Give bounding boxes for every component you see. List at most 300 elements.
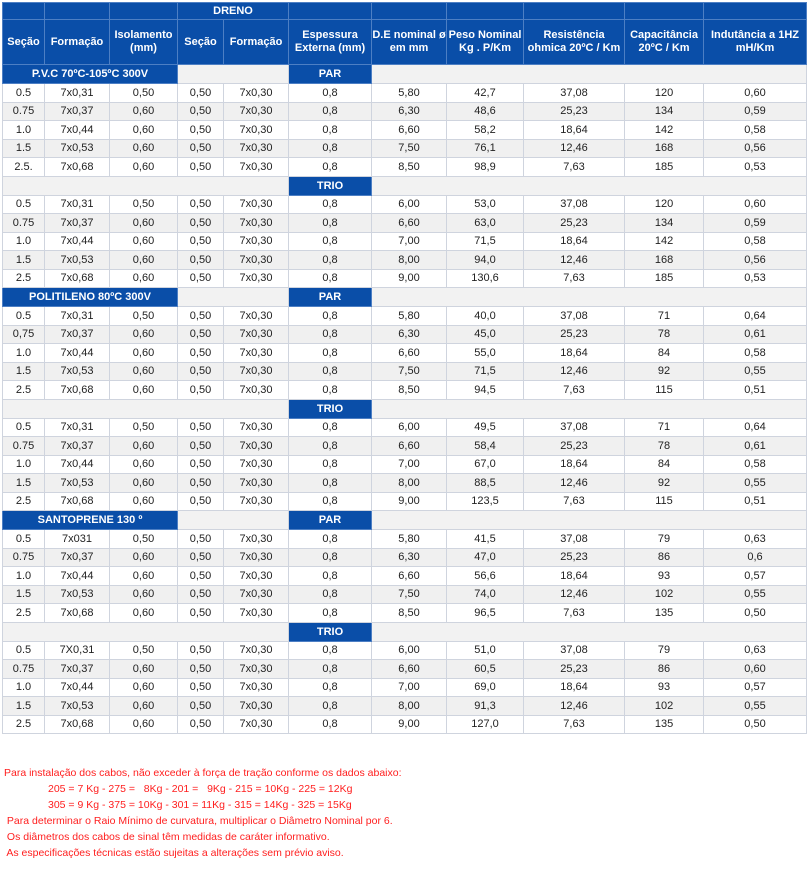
table-cell: 37,08 (524, 84, 625, 103)
table-cell: 1.0 (3, 344, 45, 363)
table-row (3, 307, 807, 326)
table-cell: 0,50 (110, 195, 178, 214)
table-cell: 1.5 (3, 474, 45, 493)
table-cell: 7x0,68 (45, 381, 110, 400)
table-cell: 0,60 (110, 715, 178, 734)
table-cell: 18,64 (524, 455, 625, 474)
group-label: TRIO (289, 399, 372, 418)
table-cell: 25,23 (524, 102, 625, 121)
table-cell: 51,0 (447, 641, 524, 660)
table-cell: 7x0,30 (224, 474, 289, 493)
section-blank (372, 511, 807, 530)
table-cell: 7x0,30 (224, 604, 289, 623)
table-cell: 9,00 (372, 715, 447, 734)
table-cell: 7x0,44 (45, 455, 110, 474)
table-cell: 0,60 (110, 214, 178, 233)
table-cell: 5,80 (372, 84, 447, 103)
table-cell: 0.75 (3, 437, 45, 456)
table-cell: 25,23 (524, 660, 625, 679)
table-row (3, 158, 807, 177)
table-cell: 7x0,37 (45, 548, 110, 567)
table-cell: 0,60 (110, 269, 178, 288)
table-cell: 7X0,31 (45, 641, 110, 660)
table-cell: 40,0 (447, 307, 524, 326)
table-cell: 0.75 (3, 214, 45, 233)
table-cell: 0,51 (704, 492, 807, 511)
table-cell: 0,50 (110, 530, 178, 549)
table-cell: 18,64 (524, 567, 625, 586)
table-cell: 0,50 (178, 660, 224, 679)
section-blank (3, 399, 289, 418)
table-row (3, 567, 807, 586)
table-cell: 0,8 (289, 381, 372, 400)
table-cell: 7x0,30 (224, 269, 289, 288)
table-cell: 7x0,30 (224, 307, 289, 326)
table-cell: 0.75 (3, 548, 45, 567)
table-cell: 0,50 (178, 214, 224, 233)
table-row (3, 344, 807, 363)
section-row (3, 622, 807, 641)
table-cell: 0,8 (289, 604, 372, 623)
table-cell: 2.5 (3, 269, 45, 288)
table-cell: 63,0 (447, 214, 524, 233)
table-cell: 0,50 (178, 418, 224, 437)
table-cell: 74,0 (447, 585, 524, 604)
table-cell: 0,8 (289, 697, 372, 716)
table-cell: 71 (625, 418, 704, 437)
table-cell: 0,57 (704, 567, 807, 586)
table-cell: 0,50 (110, 641, 178, 660)
section-blank (372, 65, 807, 84)
table-cell: 7,00 (372, 455, 447, 474)
table-cell: 47,0 (447, 548, 524, 567)
table-cell: 2.5 (3, 492, 45, 511)
table-row (3, 697, 807, 716)
table-cell: 0.5 (3, 641, 45, 660)
installation-notes (4, 765, 804, 861)
table-cell: 0,60 (110, 678, 178, 697)
table-cell: 7x0,53 (45, 251, 110, 270)
table-cell: 0,60 (110, 344, 178, 363)
table-cell: 92 (625, 474, 704, 493)
table-cell: 0,60 (110, 381, 178, 400)
table-cell: 7x0,30 (224, 362, 289, 381)
table-cell: 0,60 (110, 697, 178, 716)
table-cell: 0,8 (289, 418, 372, 437)
table-cell: 7x0,30 (224, 715, 289, 734)
table-row (3, 418, 807, 437)
table-cell: 12,46 (524, 474, 625, 493)
table-cell: 8,50 (372, 381, 447, 400)
table-cell: 0,50 (178, 344, 224, 363)
table-cell: 6,00 (372, 641, 447, 660)
table-cell: 6,00 (372, 418, 447, 437)
table-cell: 0,50 (110, 418, 178, 437)
table-cell: 7x0,37 (45, 437, 110, 456)
table-cell: 7x0,30 (224, 139, 289, 158)
table-cell: 12,46 (524, 585, 625, 604)
table-cell: 7x0,44 (45, 121, 110, 140)
table-cell: 6,60 (372, 437, 447, 456)
table-cell: 1.0 (3, 678, 45, 697)
table-cell: 1.5 (3, 139, 45, 158)
table-cell: 0.5 (3, 195, 45, 214)
table-cell: 86 (625, 548, 704, 567)
table-cell: 78 (625, 325, 704, 344)
table-cell: 0,50 (178, 492, 224, 511)
note-bend-radius: Para determinar o Raio Mínimo de curvatura, multiplicar o Diâmetro Nominal por 6. (4, 815, 393, 827)
table-cell: 7,63 (524, 269, 625, 288)
table-cell: 0.5 (3, 418, 45, 437)
table-cell: 0,60 (110, 121, 178, 140)
header-blank-left (3, 3, 45, 20)
table-row (3, 715, 807, 734)
table-cell: 7x0,30 (224, 548, 289, 567)
table-cell: 7x0,44 (45, 678, 110, 697)
table-cell: 41,5 (447, 530, 524, 549)
table-row (3, 84, 807, 103)
table-cell: 0,8 (289, 102, 372, 121)
table-cell: 9,00 (372, 492, 447, 511)
table-cell: 0,61 (704, 325, 807, 344)
table-cell: 7,63 (524, 715, 625, 734)
table-cell: 58,4 (447, 437, 524, 456)
section-blank (178, 65, 289, 84)
table-cell: 98,9 (447, 158, 524, 177)
section-blank (372, 288, 807, 307)
table-row (3, 121, 807, 140)
table-cell: 7,50 (372, 139, 447, 158)
cable-spec-table (2, 2, 807, 734)
table-cell: 0,8 (289, 269, 372, 288)
table-cell: 78 (625, 437, 704, 456)
table-cell: 1.0 (3, 455, 45, 474)
table-cell: 0,8 (289, 232, 372, 251)
material-label: SANTOPRENE 130 º (3, 511, 178, 530)
table-cell: 7,50 (372, 585, 447, 604)
table-row (3, 269, 807, 288)
table-cell: 0,60 (110, 474, 178, 493)
table-cell: 6,60 (372, 344, 447, 363)
table-cell: 7,63 (524, 492, 625, 511)
table-row (3, 362, 807, 381)
table-cell: 25,23 (524, 548, 625, 567)
table-cell: 7x0,30 (224, 232, 289, 251)
col-header-indutancia: Indutância a 1HZ mH/Km (704, 20, 807, 65)
table-row (3, 437, 807, 456)
table-cell: 7x0,30 (224, 158, 289, 177)
table-cell: 49,5 (447, 418, 524, 437)
table-cell: 0,8 (289, 139, 372, 158)
table-cell: 0,8 (289, 195, 372, 214)
table-row (3, 678, 807, 697)
header-blank-right (447, 3, 524, 20)
table-row (3, 474, 807, 493)
table-cell: 7x0,37 (45, 325, 110, 344)
header-blank-right (524, 3, 625, 20)
table-cell: 1.0 (3, 567, 45, 586)
table-cell: 7x0,30 (224, 641, 289, 660)
table-cell: 7x0,30 (224, 325, 289, 344)
header-dreno: DRENO (178, 3, 289, 20)
table-cell: 127,0 (447, 715, 524, 734)
table-cell: 168 (625, 139, 704, 158)
table-cell: 0,8 (289, 214, 372, 233)
table-cell: 0,60 (110, 362, 178, 381)
table-cell: 91,3 (447, 697, 524, 716)
table-cell: 1.5 (3, 585, 45, 604)
table-cell: 0.5 (3, 530, 45, 549)
table-cell: 7x0,68 (45, 492, 110, 511)
table-cell: 185 (625, 158, 704, 177)
table-cell: 0,8 (289, 84, 372, 103)
table-cell: 18,64 (524, 678, 625, 697)
table-cell: 7,63 (524, 158, 625, 177)
table-cell: 130,6 (447, 269, 524, 288)
table-row (3, 102, 807, 121)
table-cell: 7x0,30 (224, 678, 289, 697)
table-cell: 12,46 (524, 139, 625, 158)
header-blank-right (704, 3, 807, 20)
table-cell: 25,23 (524, 214, 625, 233)
table-cell: 8,00 (372, 251, 447, 270)
table-cell: 7x0,31 (45, 418, 110, 437)
section-blank (372, 399, 807, 418)
table-cell: 88,5 (447, 474, 524, 493)
table-cell: 0,58 (704, 344, 807, 363)
table-cell: 6,60 (372, 567, 447, 586)
section-blank (3, 176, 289, 195)
table-cell: 7x0,30 (224, 195, 289, 214)
table-cell: 6,30 (372, 548, 447, 567)
table-cell: 92 (625, 362, 704, 381)
table-cell: 0,50 (178, 455, 224, 474)
table-cell: 0,8 (289, 455, 372, 474)
table-cell: 79 (625, 530, 704, 549)
table-cell: 0,50 (178, 139, 224, 158)
table-cell: 7x0,31 (45, 307, 110, 326)
table-cell: 0,8 (289, 530, 372, 549)
table-cell: 102 (625, 585, 704, 604)
col-header-espessura: Espessura Externa (mm) (289, 20, 372, 65)
header-blank-right (372, 3, 447, 20)
table-row (3, 641, 807, 660)
table-cell: 0,60 (110, 158, 178, 177)
table-cell: 0,50 (178, 641, 224, 660)
table-cell: 0,8 (289, 437, 372, 456)
table-cell: 7x0,44 (45, 567, 110, 586)
table-cell: 0,50 (178, 232, 224, 251)
table-cell: 7,00 (372, 678, 447, 697)
table-cell: 0,56 (704, 139, 807, 158)
table-cell: 7x0,30 (224, 585, 289, 604)
section-row (3, 511, 807, 530)
table-cell: 0,60 (704, 195, 807, 214)
table-cell: 0,8 (289, 715, 372, 734)
table-cell: 12,46 (524, 251, 625, 270)
table-cell: 0,8 (289, 641, 372, 660)
table-cell: 0,60 (704, 84, 807, 103)
table-cell: 102 (625, 697, 704, 716)
table-cell: 7x0,44 (45, 344, 110, 363)
table-cell: 6,30 (372, 325, 447, 344)
table-cell: 5,80 (372, 530, 447, 549)
table-cell: 1.5 (3, 697, 45, 716)
table-cell: 8,50 (372, 158, 447, 177)
table-cell: 42,7 (447, 84, 524, 103)
table-cell: 96,5 (447, 604, 524, 623)
table-cell: 8,00 (372, 697, 447, 716)
table-row (3, 214, 807, 233)
table-cell: 0,64 (704, 418, 807, 437)
table-cell: 0,60 (110, 660, 178, 679)
table-cell: 7x0,31 (45, 195, 110, 214)
table-cell: 7x0,68 (45, 158, 110, 177)
table-cell: 60,5 (447, 660, 524, 679)
header-blank-left (110, 3, 178, 20)
table-row (3, 232, 807, 251)
col-header-resistencia: Resistência ohmica 20ºC / Km (524, 20, 625, 65)
note-traction-values-1: 205 = 7 Kg - 275 = 8Kg - 201 = 9Kg - 215 = 10Kg - 225 = 12Kg (48, 783, 353, 795)
table-cell: 2.5. (3, 158, 45, 177)
section-blank (372, 176, 807, 195)
table-row (3, 585, 807, 604)
table-cell: 93 (625, 567, 704, 586)
note-diameters: Os diâmetros dos cabos de sinal têm medidas de caráter informativo. (4, 831, 330, 843)
table-cell: 7x0,30 (224, 660, 289, 679)
table-cell: 2.5 (3, 604, 45, 623)
table-cell: 0,8 (289, 307, 372, 326)
table-cell: 0,50 (178, 715, 224, 734)
table-cell: 0.75 (3, 660, 45, 679)
table-cell: 0,57 (704, 678, 807, 697)
table-cell: 7x0,53 (45, 697, 110, 716)
table-cell: 7,63 (524, 604, 625, 623)
table-cell: 0,53 (704, 269, 807, 288)
table-cell: 7x0,30 (224, 530, 289, 549)
table-cell: 120 (625, 195, 704, 214)
table-cell: 7x0,30 (224, 102, 289, 121)
table-cell: 0,55 (704, 362, 807, 381)
table-cell: 0,50 (178, 567, 224, 586)
table-cell: 0,55 (704, 585, 807, 604)
table-cell: 0,60 (110, 139, 178, 158)
table-cell: 7x0,68 (45, 269, 110, 288)
section-blank (372, 622, 807, 641)
table-cell: 0,58 (704, 121, 807, 140)
table-cell: 0,8 (289, 585, 372, 604)
table-cell: 0,60 (110, 232, 178, 251)
table-cell: 7x0,30 (224, 437, 289, 456)
table-cell: 135 (625, 604, 704, 623)
col-header-dreno-secao: Seção (178, 20, 224, 65)
table-cell: 7x0,37 (45, 102, 110, 121)
table-cell: 7x0,30 (224, 251, 289, 270)
table-cell: 94,0 (447, 251, 524, 270)
table-row (3, 251, 807, 270)
table-cell: 2.5 (3, 715, 45, 734)
table-cell: 37,08 (524, 307, 625, 326)
table-cell: 0,8 (289, 251, 372, 270)
table-cell: 0,50 (178, 251, 224, 270)
table-cell: 2.5 (3, 381, 45, 400)
header-row-top (3, 3, 807, 20)
note-specs-disclaimer: As especificações técnicas estão sujeitas a alterações sem prévio aviso. (4, 847, 344, 859)
table-cell: 0,50 (178, 121, 224, 140)
table-cell: 0,60 (110, 548, 178, 567)
table-cell: 0,8 (289, 567, 372, 586)
table-cell: 37,08 (524, 418, 625, 437)
table-cell: 8,50 (372, 604, 447, 623)
table-cell: 6,30 (372, 102, 447, 121)
table-row (3, 381, 807, 400)
table-cell: 6,60 (372, 214, 447, 233)
table-cell: 0,50 (178, 195, 224, 214)
table-cell: 0,60 (110, 251, 178, 270)
table-cell: 84 (625, 455, 704, 474)
table-cell: 69,0 (447, 678, 524, 697)
table-cell: 0,60 (110, 455, 178, 474)
section-row (3, 65, 807, 84)
group-label: PAR (289, 288, 372, 307)
table-row (3, 530, 807, 549)
col-header-isolamento: Isolamento (mm) (110, 20, 178, 65)
table-cell: 0,50 (178, 362, 224, 381)
table-cell: 7x0,30 (224, 381, 289, 400)
header-blank-left (45, 3, 110, 20)
section-blank (178, 288, 289, 307)
table-cell: 12,46 (524, 697, 625, 716)
table-cell: 0,50 (178, 530, 224, 549)
table-cell: 79 (625, 641, 704, 660)
table-cell: 115 (625, 492, 704, 511)
table-cell: 134 (625, 102, 704, 121)
table-cell: 0,50 (110, 84, 178, 103)
table-cell: 0,60 (110, 567, 178, 586)
header-blank-right (625, 3, 704, 20)
header-row-columns (3, 20, 807, 65)
table-cell: 0,50 (178, 604, 224, 623)
table-cell: 7x0,68 (45, 604, 110, 623)
table-cell: 8,00 (372, 474, 447, 493)
section-row (3, 399, 807, 418)
table-cell: 135 (625, 715, 704, 734)
table-cell: 0,53 (704, 158, 807, 177)
table-cell: 0,58 (704, 232, 807, 251)
table-cell: 0,60 (110, 492, 178, 511)
table-cell: 25,23 (524, 325, 625, 344)
table-cell: 53,0 (447, 195, 524, 214)
table-cell: 6,60 (372, 660, 447, 679)
col-header-formacao: Formação (45, 20, 110, 65)
col-header-secao: Seção (3, 20, 45, 65)
table-row (3, 325, 807, 344)
table-cell: 7x0,30 (224, 418, 289, 437)
table-cell: 142 (625, 121, 704, 140)
table-cell: 168 (625, 251, 704, 270)
table-cell: 0,56 (704, 251, 807, 270)
table-cell: 0,60 (110, 604, 178, 623)
table-cell: 0,63 (704, 530, 807, 549)
table-cell: 0,50 (178, 158, 224, 177)
table-cell: 1.5 (3, 251, 45, 270)
table-cell: 1.0 (3, 121, 45, 140)
table-cell: 0,60 (704, 660, 807, 679)
table-cell: 0,50 (110, 307, 178, 326)
section-row (3, 288, 807, 307)
table-row (3, 548, 807, 567)
table-cell: 55,0 (447, 344, 524, 363)
